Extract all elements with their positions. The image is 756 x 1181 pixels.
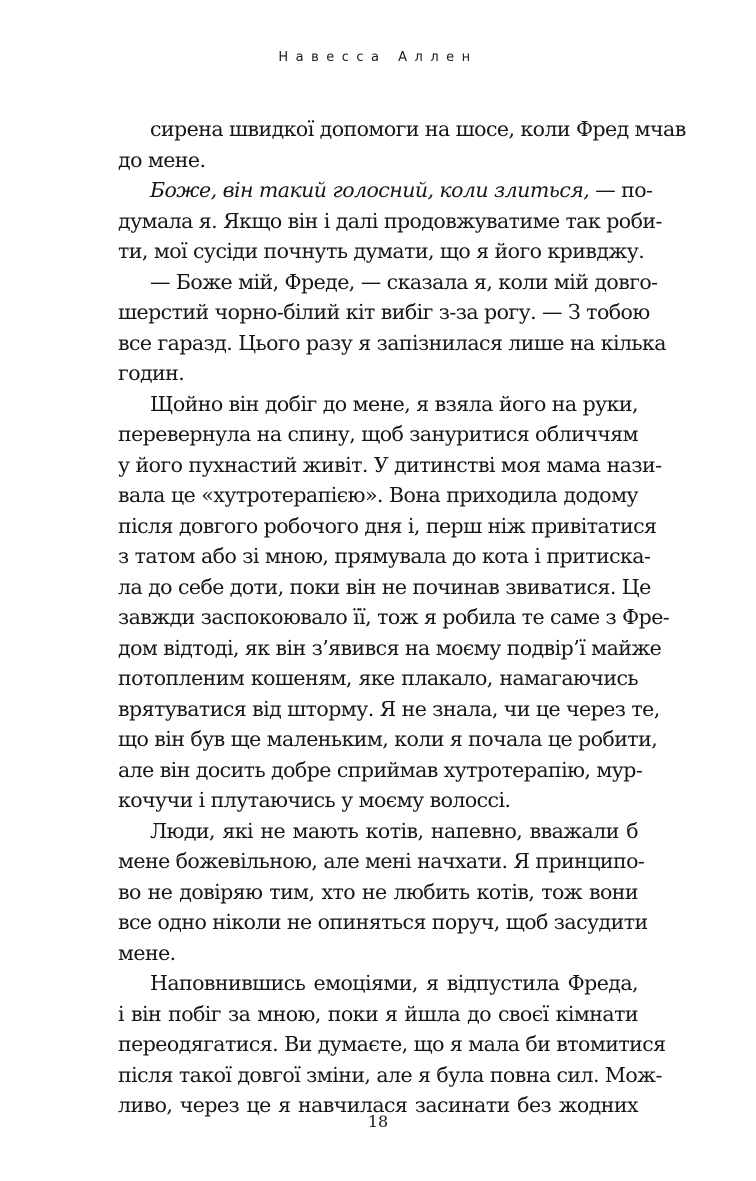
body-text — [118, 114, 686, 1121]
text-line — [118, 297, 650, 328]
line-text: після довгого робочого дня і, перш ніж привітатися — [118, 513, 657, 538]
line-text: Люди, які не мають котів, напевно, вважали б — [150, 818, 638, 843]
text-line — [118, 816, 638, 847]
text-line — [118, 328, 666, 359]
text-line — [118, 694, 660, 725]
line-text: шерстий чорно-білий кіт вибіг з-за рогу. — З тобою — [118, 300, 650, 324]
line-text: — Боже мій, Фреде, — сказала я, коли мій довго- — [150, 269, 658, 294]
line-text: годин. — [118, 361, 185, 385]
line-text: мене божевільною, але мені начхати. Я принципо- — [118, 849, 645, 873]
line-text: Щойно він добіг до мене, я взяла його на руки, — [150, 391, 638, 416]
line-text: після такої довгої зміни, але я була повна сил. Мож- — [118, 1062, 662, 1087]
text-line — [118, 541, 651, 572]
text-line — [118, 663, 638, 694]
text-line — [118, 419, 638, 450]
text-line — [118, 785, 638, 816]
line-text: мене. — [118, 940, 176, 965]
line-text: Наповнившись емоціями, я відпустила Фреда, — [150, 971, 638, 995]
text-line — [118, 511, 657, 542]
line-text: але він досить добре сприймав хутротерапію, мур- — [118, 757, 643, 782]
line-text: все гаразд. Цього разу я запізнилася лише на кілька — [118, 330, 666, 355]
line-text: врятуватися від шторму. Я не знала, чи це через те, — [118, 696, 660, 721]
line-text: думала я. Якщо він і далі продовжуватиме так роби- — [118, 208, 662, 233]
text-line — [118, 938, 638, 969]
line-text: ливо, через це я навчилася засинати без жодних — [118, 1093, 638, 1117]
line-text: все одно ніколи не опиняться поруч, щоб засудити — [118, 910, 648, 934]
text-line — [118, 175, 653, 206]
line-text: до мене. — [118, 147, 206, 172]
line-text: дом відтоді, як він з’явився на моєму подвір’ї майже — [118, 635, 662, 660]
text-line — [118, 145, 638, 176]
line-text: ти, мої сусіди почнуть думати, що я його кривджу. — [118, 239, 645, 263]
line-text: переодягатися. Ви думаєте, що я мала би втомитися — [118, 1032, 666, 1056]
running-head-author: Навесса Аллен — [278, 50, 478, 65]
text-line — [118, 480, 638, 511]
line-text: з татом або зі мною, прямувала до кота і притиска- — [118, 544, 651, 568]
line-text: потопленим кошеням, яке плакало, намагаючись — [118, 666, 638, 690]
text-line — [118, 755, 643, 786]
paragraph — [118, 389, 670, 816]
line-text: що він був ще маленьким, коли я почала це робити, — [118, 727, 658, 751]
text-line — [118, 236, 645, 267]
text-line — [118, 114, 686, 145]
text-line — [118, 572, 651, 603]
paragraph — [118, 968, 666, 1121]
line-text: сирена швидкої допомоги на шосе, коли Фред мчав — [150, 117, 686, 141]
text-line — [118, 206, 662, 237]
line-text: — по- — [589, 178, 653, 202]
paragraph — [118, 267, 666, 389]
text-line — [118, 267, 658, 298]
text-line — [118, 389, 638, 420]
line-text: во не довіряю тим, хто не любить котів, тож вони — [118, 879, 638, 904]
text-line — [118, 999, 638, 1030]
text-line — [118, 724, 658, 755]
paragraph — [118, 114, 686, 175]
text-line — [118, 1060, 662, 1091]
text-line — [118, 846, 645, 877]
line-text: і він побіг за мною, поки я йшла до своєї кімнати — [118, 1001, 638, 1026]
paragraph — [118, 816, 648, 969]
line-text: завжди заспокоювало її, тож я робила те саме з Фре- — [118, 605, 670, 629]
text-line — [118, 907, 648, 938]
text-line — [118, 1029, 666, 1060]
text-line — [118, 877, 638, 908]
text-line — [118, 602, 670, 633]
line-text: ла до себе доти, поки він не починав звиватися. Це — [118, 574, 651, 599]
italic-thought: Боже, він такий голосний, коли злиться, — [150, 178, 590, 202]
text-line — [118, 633, 662, 664]
page-number: 18 — [367, 1112, 389, 1131]
text-line — [118, 968, 638, 999]
paragraph — [118, 175, 662, 267]
line-text: кочучи і плутаючись у моєму волоссі. — [118, 788, 511, 812]
line-text: перевернула на спину, щоб зануритися обличчям — [118, 422, 639, 446]
line-text: у його пухнастий живіт. У дитинстві моя мама нази- — [118, 452, 662, 477]
text-line — [118, 450, 662, 481]
line-text: вала це «хутротерапією». Вона приходила додому — [118, 483, 638, 507]
text-line — [118, 358, 638, 389]
